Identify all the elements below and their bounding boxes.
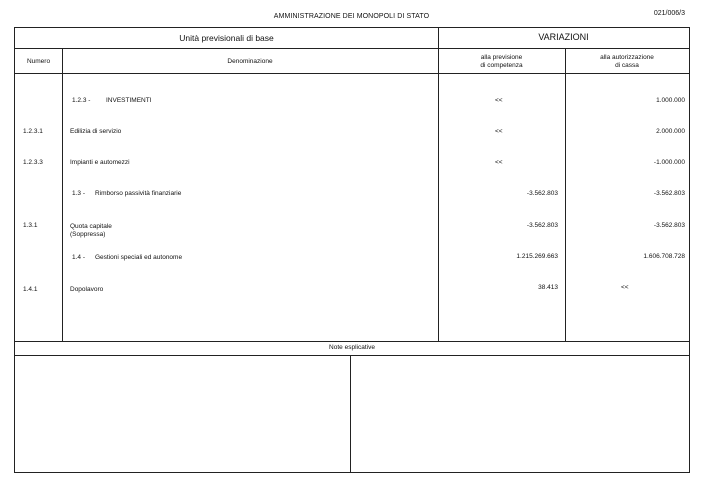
column-header-competenza-line2: di competenza	[480, 62, 523, 69]
row-numero: 1.2.3.1	[23, 128, 43, 135]
variazioni-divider	[438, 28, 439, 341]
notes-left-panel	[16, 356, 349, 472]
row-cassa: <<	[621, 284, 629, 291]
row-prefix: 1.4 -	[72, 254, 86, 261]
row-competenza: <<	[495, 159, 503, 166]
column-header-divider	[15, 73, 689, 74]
column-header-competenza-line1: alla previsione	[480, 54, 523, 61]
row-numero: 1.3.1	[23, 222, 38, 229]
column-header-cassa-line2: di cassa	[615, 62, 639, 69]
row-denominazione: INVESTIMENTI	[106, 97, 152, 104]
group-header-variazioni: VARIAZIONI	[538, 32, 589, 42]
row-competenza: -3.562.803	[526, 222, 558, 229]
row-denominazione-note: (Soppressa)	[70, 231, 106, 238]
notes-divider	[350, 355, 351, 473]
notes-title: Note esplicative	[329, 344, 375, 351]
row-cassa: -1.000.000	[653, 159, 685, 166]
row-competenza: <<	[495, 128, 503, 135]
row-denominazione: Rimborso passività finanziarie	[95, 190, 182, 197]
row-prefix: 1.3 -	[72, 190, 86, 197]
row-cassa: 2.000.000	[656, 128, 685, 135]
row-competenza: -3.562.803	[526, 190, 558, 197]
row-denominazione: Dopolavoro	[70, 286, 104, 293]
document-title: AMMINISTRAZIONE DEI MONOPOLI DI STATO	[273, 13, 430, 20]
group-header-left: Unità previsionali di base	[179, 33, 274, 43]
row-numero: 1.2.3.3	[23, 159, 43, 166]
row-competenza: <<	[495, 97, 503, 104]
row-competenza: 38.413	[538, 284, 558, 291]
document-code: 021/006/3	[653, 10, 685, 17]
row-competenza: 1.215.269.663	[516, 253, 558, 260]
row-denominazione: Edilizia di servizio	[70, 128, 122, 135]
column-header-cassa-line1: alla autorizzazione	[600, 54, 654, 61]
row-cassa: -3.562.803	[653, 222, 685, 229]
notes-right-panel	[352, 356, 688, 472]
header-divider	[15, 48, 689, 49]
numero-column-divider	[62, 48, 63, 341]
row-prefix: 1.2.3 -	[72, 97, 91, 104]
row-cassa: 1.000.000	[656, 97, 685, 104]
row-denominazione: Impianti e automezzi	[70, 159, 130, 166]
row-numero: 1.4.1	[23, 286, 38, 293]
row-cassa: 1.606.708.728	[643, 253, 685, 260]
row-denominazione: Quota capitale	[70, 223, 112, 230]
column-header-denominazione: Denominazione	[227, 58, 273, 65]
table-bottom-divider	[15, 341, 689, 342]
column-header-numero: Numero	[26, 58, 51, 65]
row-cassa: -3.562.803	[653, 190, 685, 197]
row-denominazione: Gestioni speciali ed autonome	[95, 254, 183, 261]
table-frame	[14, 27, 690, 473]
